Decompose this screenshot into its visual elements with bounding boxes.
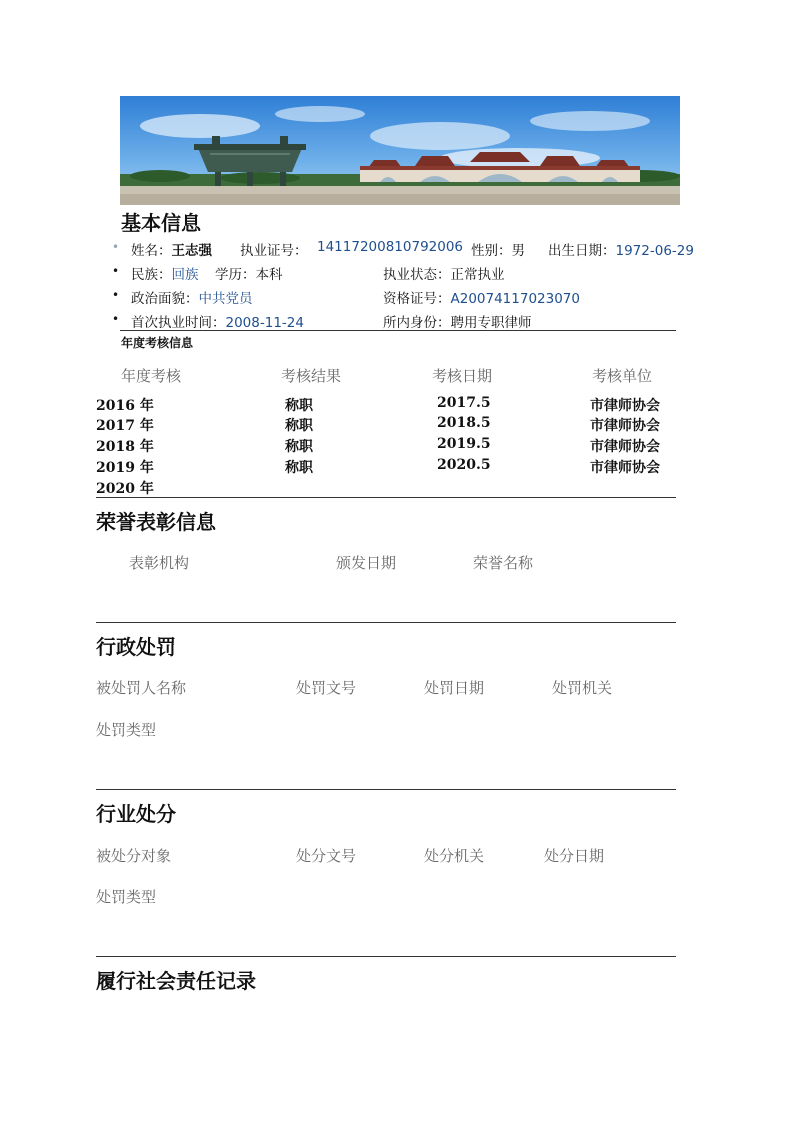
birth-value: 1972-06-29 [615,243,694,259]
honors-heading: 荣誉表彰信息 [96,510,216,534]
status-value: 正常执业 [450,267,505,283]
annual-header-date: 考核日期 [432,367,493,385]
annual-date: 2019.5 [437,436,491,452]
license-label: 执业证号： [240,243,308,259]
divider [120,330,676,331]
industry-penalty-heading: 行业处分 [96,802,176,826]
annual-header-result: 考核结果 [281,367,342,385]
political-label: 政治面貌： [131,291,199,307]
admin-penalty-header-authority: 处罚机关 [552,679,613,697]
honors-header-date: 颁发日期 [336,554,397,572]
annual-unit: 市律师协会 [590,418,660,434]
bullet-icon: • [112,264,120,278]
position-field [383,311,532,331]
gender-value: 男 [511,243,525,259]
divider [96,497,676,498]
annual-unit: 市律师协会 [590,439,660,455]
name-field [131,239,212,259]
education-value: 本科 [255,267,283,283]
license-field [240,239,308,259]
political-field [131,287,253,307]
industry-penalty-header-docno: 处分文号 [296,847,357,865]
admin-penalty-heading: 行政处罚 [96,635,176,659]
industry-penalty-header-date: 处分日期 [544,847,605,865]
ethnicity-field [131,263,199,283]
education-label: 学历： [215,267,256,283]
birth-label: 出生日期： [548,243,616,259]
position-value: 聘用专职律师 [450,315,532,331]
ethnicity-value: 回族 [171,267,199,283]
annual-year: 2018 年 [96,439,154,455]
annual-date: 2020.5 [437,457,491,473]
annual-result: 称职 [285,439,313,455]
license-value: 14117200810792006 [317,239,464,255]
annual-year: 2020 年 [96,481,154,497]
admin-penalty-header-date: 处罚日期 [424,679,485,697]
landmark-photo-illustration [120,96,680,205]
industry-penalty-type-label: 处罚类型 [96,888,157,906]
annual-date: 2017.5 [437,395,491,411]
status-field [383,263,505,283]
header-photo [120,96,680,205]
gender-field [471,239,525,259]
annual-heading: 年度考核信息 [121,336,194,350]
bullet-icon: • [112,240,120,254]
status-label: 执业状态： [383,267,451,283]
qualification-label: 资格证号： [383,291,451,307]
divider [96,956,676,957]
admin-penalty-type-label: 处罚类型 [96,721,157,739]
bullet-icon: • [112,312,120,326]
annual-header-unit: 考核单位 [592,367,653,385]
annual-date: 2018.5 [437,415,491,431]
basic-info-heading: 基本信息 [121,211,201,235]
annual-year: 2016 年 [96,398,154,414]
first-practice-field [131,311,304,331]
bullet-icon: • [112,288,120,302]
divider [96,789,676,790]
name-value: 王志强 [171,243,212,259]
qualification-field [383,287,580,307]
industry-penalty-header-authority: 处分机关 [424,847,485,865]
admin-penalty-header-docno: 处罚文号 [296,679,357,697]
divider [96,622,676,623]
annual-result: 称职 [285,398,313,414]
position-label: 所内身份： [383,315,451,331]
industry-penalty-header-target: 被处分对象 [96,847,172,865]
annual-year: 2019 年 [96,460,154,476]
annual-result: 称职 [285,460,313,476]
honors-header-org: 表彰机构 [129,554,190,572]
first-practice-label: 首次执业时间： [131,315,226,331]
gender-label: 性别： [471,243,512,259]
annual-year: 2017 年 [96,418,154,434]
honors-header-name: 荣誉名称 [473,554,534,572]
annual-unit: 市律师协会 [590,460,660,476]
name-label: 姓名： [131,243,172,259]
education-field [215,263,283,283]
political-value: 中共党员 [198,291,253,307]
ethnicity-label: 民族： [131,267,172,283]
admin-penalty-header-target: 被处罚人名称 [96,679,187,697]
birth-field [548,239,694,259]
qualification-value: A20074117023070 [450,291,580,307]
annual-header-year: 年度考核 [121,367,182,385]
social-heading: 履行社会责任记录 [96,969,256,993]
first-practice-value: 2008-11-24 [225,315,304,331]
annual-result: 称职 [285,418,313,434]
annual-unit: 市律师协会 [590,398,660,414]
